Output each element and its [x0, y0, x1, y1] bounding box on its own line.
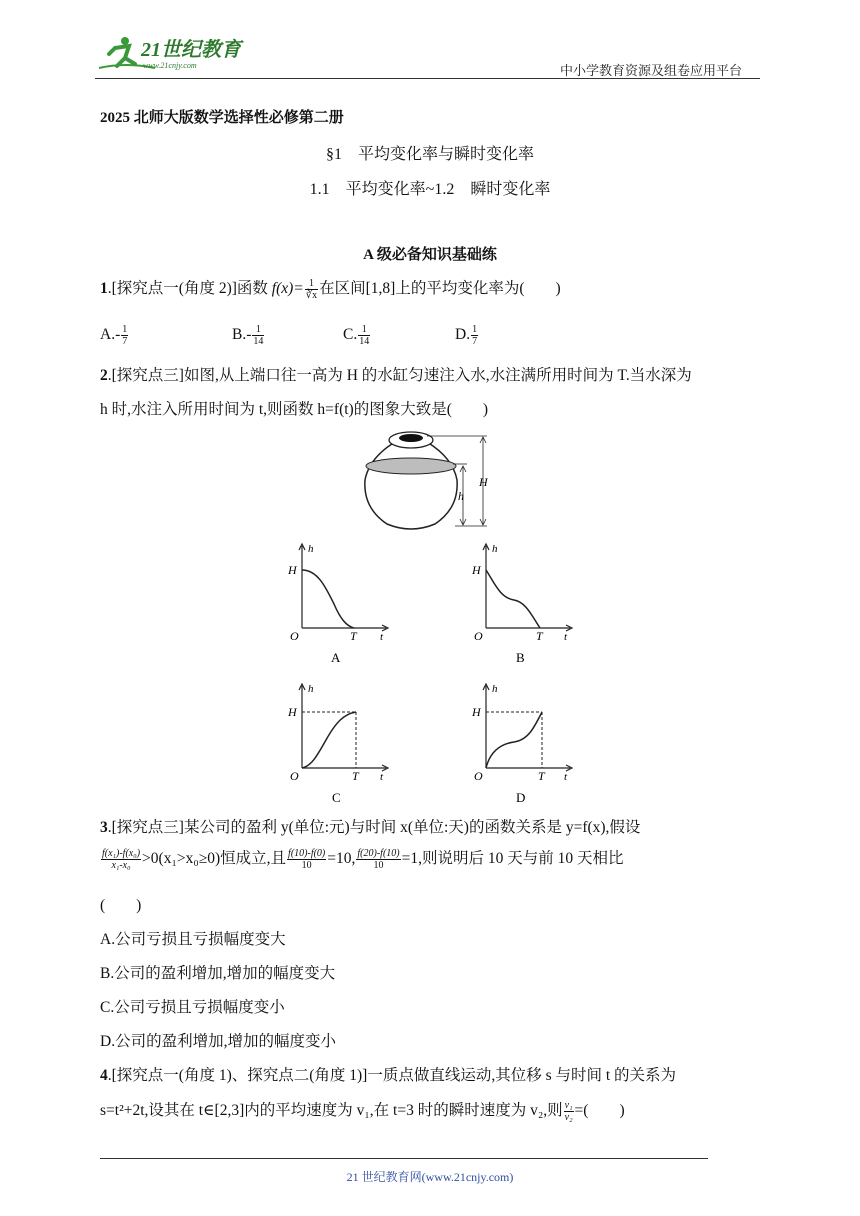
question-text: .[探究点一(角度 2)]函数: [107, 280, 272, 298]
header-divider: [95, 78, 760, 79]
svg-text:O: O: [290, 769, 299, 783]
option-b[interactable]: B.- $\frac{1}{14}$: [232, 324, 264, 347]
question-4: [100, 1066, 765, 1086]
label-h: h: [458, 489, 464, 503]
svg-text:H: H: [472, 563, 481, 577]
graph-d-label: D: [516, 790, 526, 805]
question-text: .[探究点一(角度 1)、探究点二(角度 1)]一质点做直线运动,其位移 s 与时间 t 的关系为: [107, 1067, 677, 1084]
question-3: [100, 818, 765, 838]
option-a[interactable]: A.公司亏损且亏损幅度变大: [100, 931, 286, 948]
question-number: 1: [100, 280, 108, 298]
svg-text:T: T: [350, 629, 357, 643]
site-logo: [95, 34, 265, 74]
fraction: $\frac{f(10)-f(0)}{10}$: [288, 848, 326, 871]
option-c[interactable]: C. $\frac{1}{14}$: [343, 324, 370, 347]
svg-text:t: t: [564, 771, 568, 783]
fraction: $\frac{\text{v₁}}{\text{v₂}}$: [564, 1100, 573, 1123]
option-c[interactable]: C.公司亏损且亏损幅度变小: [100, 999, 285, 1016]
graph-b[interactable]: [466, 540, 578, 668]
question-text: 在区间[1,8]上的平均变化率为( ): [319, 280, 561, 298]
svg-text:h: h: [492, 543, 498, 555]
graph-b-label: B: [516, 650, 525, 665]
graph-d[interactable]: [466, 680, 578, 808]
fraction: $\frac{f(20)-f(10)}{10}$: [357, 848, 400, 871]
svg-text:T: T: [352, 769, 359, 783]
label-H: H: [479, 475, 488, 489]
svg-text:O: O: [290, 629, 299, 643]
question-text: .[探究点三]某公司的盈利 y(单位:元)与时间 x(单位:天)的函数关系是 y=f(x),假设: [107, 819, 641, 836]
book-title: 2025 北师大版数学选择性必修第二册: [100, 110, 344, 126]
question-number: 4: [100, 1067, 108, 1084]
svg-text:T: T: [538, 769, 545, 783]
option-d[interactable]: D. $\frac{1}{7}$: [455, 324, 478, 347]
option-a[interactable]: A.- $\frac{1}{7}$: [100, 324, 128, 347]
subsection-title: 1.1 平均变化率~1.2 瞬时变化率: [309, 181, 551, 198]
graph-a[interactable]: [282, 540, 394, 668]
question-2: [100, 366, 765, 386]
logo-url: www.21cnjy.com: [143, 61, 197, 70]
level-title: A 级必备知识基础练: [363, 247, 497, 263]
svg-text:h: h: [308, 683, 314, 695]
answer-paren: ( ): [100, 897, 142, 914]
option-b[interactable]: B.公司的盈利增加,增加的幅度变大: [100, 965, 336, 982]
question-1: [100, 278, 765, 301]
footer-link[interactable]: 21 世纪教育网(www.21cnjy.com): [346, 1170, 514, 1184]
svg-text:t: t: [564, 631, 568, 643]
svg-text:T: T: [536, 629, 543, 643]
svg-text:t: t: [380, 631, 384, 643]
function-expr: f(x)=: [271, 280, 304, 298]
graph-c-label: C: [332, 790, 341, 805]
question-text: .[探究点三]如图,从上端口往一高为 H 的水缸匀速注入水,水注满所用时间为 T.当水深为: [107, 367, 692, 384]
water-vessel-figure: [355, 428, 505, 534]
question-2-line2: h 时,水注入所用时间为 t,则函数 h=f(t)的图象大致是( ): [100, 401, 489, 418]
svg-text:h: h: [308, 543, 314, 555]
fraction: $\frac{\text{f(x₁)-f(x₀)}}{\text{x₁-x₀}}$: [102, 848, 141, 871]
option-d[interactable]: D.公司的盈利增加,增加的幅度变小: [100, 1033, 336, 1050]
svg-text:O: O: [474, 769, 483, 783]
section-title: §1 平均变化率与瞬时变化率: [325, 146, 534, 163]
svg-text:h: h: [492, 683, 498, 695]
footer-divider: [100, 1158, 708, 1159]
svg-text:O: O: [474, 629, 483, 643]
header-slogan: 中小学教育资源及组卷应用平台: [560, 63, 743, 78]
logo-text: 21世纪教育: [141, 39, 241, 61]
graph-c[interactable]: [282, 680, 394, 808]
question-number: 3: [100, 819, 108, 836]
svg-text:H: H: [472, 705, 481, 719]
fraction: $\frac{1}{∛x}$: [305, 278, 318, 301]
question-4-line2: s=t²+2t,设其在 t∈[2,3]内的平均速度为 v₁,在 t=3 时的瞬时速度为 v₂,则 $\frac{\text{v₁}}{\text{v₂}}$ =( ): [100, 1100, 625, 1123]
question-number: 2: [100, 367, 108, 384]
svg-text:H: H: [288, 705, 297, 719]
svg-text:t: t: [380, 771, 384, 783]
question-3-line2: $\frac{\text{f(x₁)-f(x₀)}}{\text{x₁-x₀}}$ >0(x₁>x₀≥0)恒成立,且 $\frac{f(10)-f(0)}{10}$ =10, $\frac{f(20)-f(10)}{10}$ =1,则说明后 10 天与前 10 天相比: [102, 848, 624, 871]
graph-a-label: A: [331, 650, 341, 665]
svg-text:H: H: [288, 563, 297, 577]
